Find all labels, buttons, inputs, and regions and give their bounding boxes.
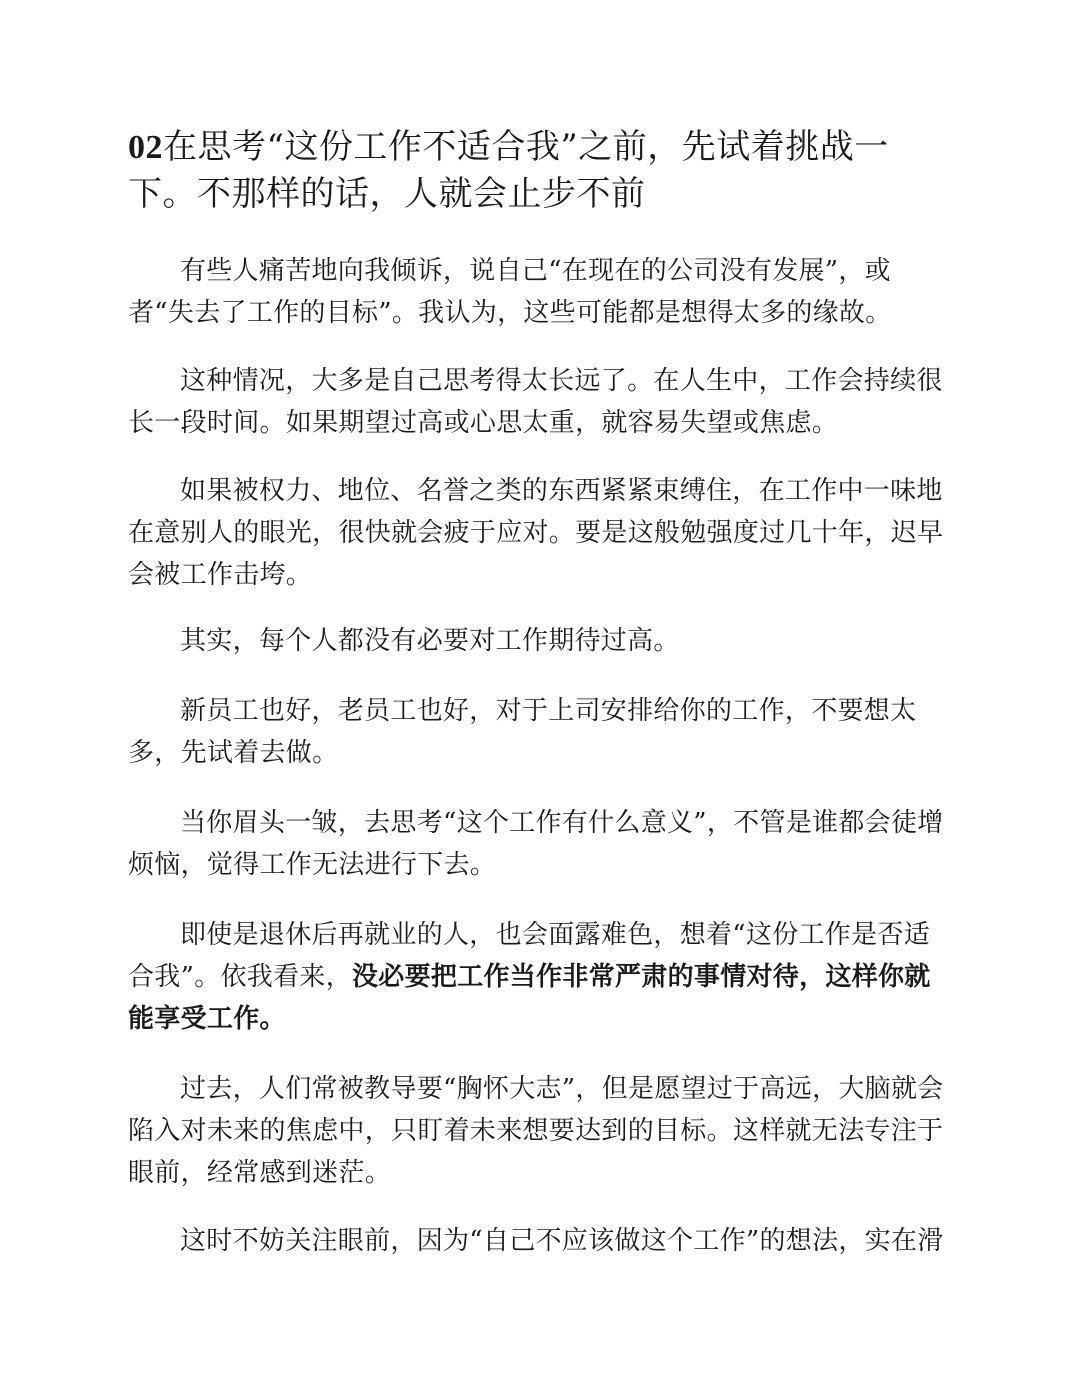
paragraph-7 — [128, 914, 953, 1040]
paragraph-7-text: 即使是退休后再就业的人，也会面露难色，想着“这份工作是否适合我”。依我看来， — [128, 920, 930, 992]
paragraph-8: 过去，人们常被教导要“胸怀大志”，但是愿望过于高远，大脑就会陷入对未来的焦虑中，只盯着未来想要达到的目标。这样就无法专注于眼前，经常感到迷茫。 — [128, 1074, 944, 1188]
paragraph-5: 新员工也好，老员工也好，对于上司安排给你的工作，不要想太多，先试着去做。 — [128, 696, 917, 768]
paragraph-3: 如果被权力、地位、名誉之类的东西紧紧束缚住，在工作中一味地在意别人的眼光，很快就会疲于应对。要是这般勉强度过几十年，迟早会被工作击垮。 — [128, 476, 944, 590]
paragraph-4: 其实，每个人都没有必要对工作期待过高。 — [180, 626, 680, 656]
section-heading — [128, 124, 928, 217]
paragraph-2: 这种情况，大多是自己思考得太长远了。在人生中，工作会持续很长一段时间。如果期望过高或心思太重，就容易失望或焦虑。 — [128, 366, 943, 438]
paragraph-9: 这时不妨关注眼前，因为“自己不应该做这个工作”的想法，实在滑 — [180, 1226, 944, 1256]
paragraph-1: 有些人痛苦地向我倾诉，说自己“在现在的公司没有发展”，或者“失去了工作的目标”。我认为，这些可能都是想得太多的缘故。 — [128, 256, 892, 328]
paragraph-7-emphasis: 没必要把工作当作非常严肃的事情对待，这样你就能享受工作。 — [128, 962, 931, 1034]
heading-line-1: 在思考“这份工作不适合我”之前，先试着挑战一 — [163, 127, 889, 167]
paragraph-6: 当你眉头一皱，去思考“这个工作有什么意义”，不管是谁都会徒增烦恼，觉得工作无法进行下去。 — [128, 808, 944, 880]
section-number: 02 — [128, 129, 163, 166]
heading-line-2: 下。不那样的话，人就会止步不前 — [128, 174, 646, 214]
